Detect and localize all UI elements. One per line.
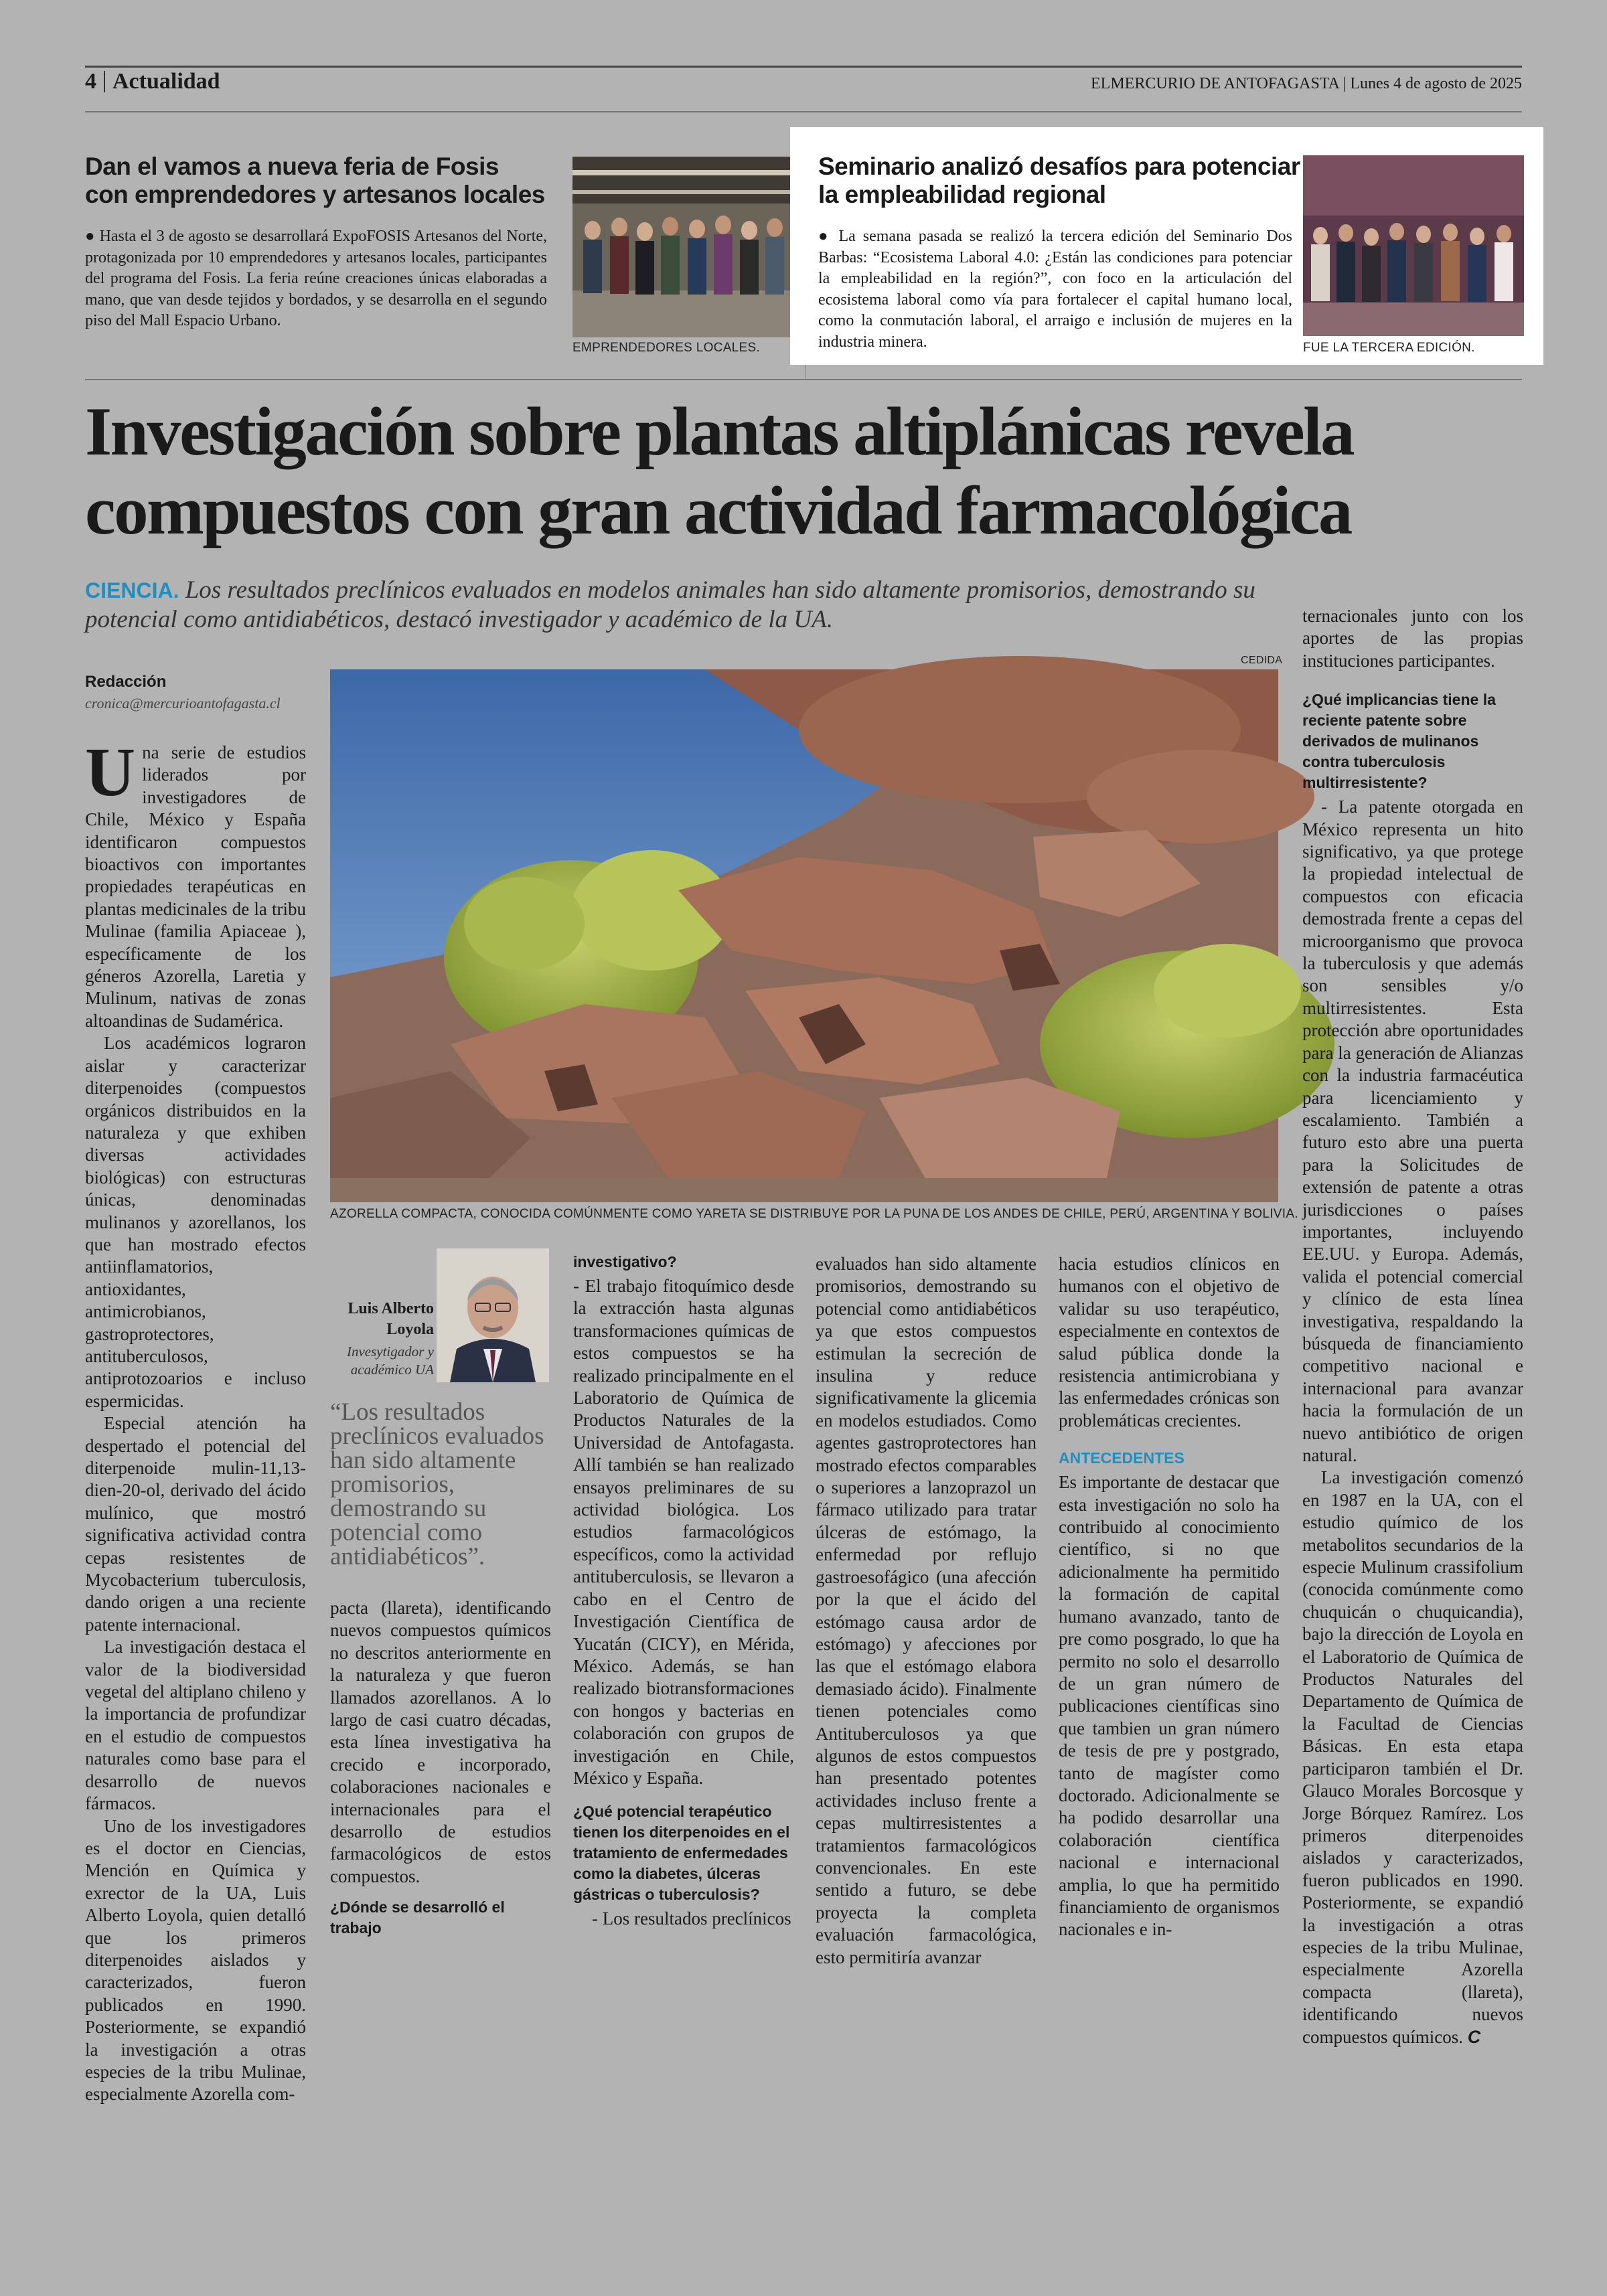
brief-fosis-body: ● Hasta el 3 de agosto se desarrollará ExpoFOSIS Artesanos del Norte, protagonizada por 10 emprendedores y artesanos locales, participantes del programa del Fosis. La feria reúne creaciones únicas elaboradas a mano, que van desde tejidos y bordados, y se desarrolla en el segundo piso del Mall Espacio Urbano. (85, 228, 547, 329)
artisans-group-image (572, 157, 791, 337)
drop-cap: U (85, 734, 136, 811)
headline-line-1: Investigación sobre plantas altiplánicas revela (85, 394, 1354, 470)
byline-email: cronica@mercurioantofagasta.cl (85, 695, 281, 712)
col3-paragraph-1: - El trabajo fitoquímico desde la extracción hasta algunas transformaciones químicas de estos compuestos se ha realizado principalmente en el Laboratorio de Química de Productos Naturales de la Universidad de Antofagasta. Allí también se han realizado ensayos preliminares de su actividad biológica. Los estudios farmacológicos específicos, como la actividad antituberculosis, se llevaron a cabo en el Centro de Investigación Científica de Yucatán (CICY), en Mérida, México. Además, se han realizado biotransformaciones con hongos y bacterias en colaboración con grupos de investigación en Chile, México y España. (573, 1276, 794, 1788)
section-name: Actualidad (112, 69, 220, 94)
bullet-icon: ● (818, 228, 839, 245)
seminar-group-image (1303, 155, 1524, 336)
column-4 (816, 1253, 1037, 1967)
section-kicker: CIENCIA. (85, 578, 179, 602)
col4-paragraph-1: evaluados han sido altamente promisorios, demostrando su potencial como antidiabéticos ya que estos compuestos estimulan la secreción de insulina y reduce significativamente la glicemia en modelos estudiados. Como agentes gastroprotectores han mostrado efectos comparables o superiores a lanzoprazol un fármaco utilizado para tratar úlceras de estómago, la enfermedad por reflujo gastroesofágico (una afección por la que el ácido del estómago causa ardor de estómago) y afecciones por las que el estómago elabora demasiado ácido). Finalmente tienen potenciales como Antituberculosos ya que algunos de estos compuestos han presentado potentes actividades incluso frente a cepas multirresistentes a tratamientos farmacológicos convencionales. En este sentido a futuro, se debe proyecta la completa evaluación farmacológica, esto permitiría avanzar (816, 1254, 1037, 1967)
col6-paragraph-3: La investigación comenzó en 1987 en la UA, con el estudio químico de los metabolitos secundarios de la especie Mulinum crassifolium (conocida comúnmente como chuquicán o chuquicandia), bajo la dirección de Loyola en el Laboratorio de Química de Productos Naturales del Departamento de Química de la Facultad de Ciencias Básicas. En esta etapa participaron también el Dr. Glauco Morales Borcosque y Jorge Bórquez Ramírez. Los primeros diterpenoides aislados y caracterizados, fueron publicados en 1990. Posteriormente, se expandió la investigación a otras especies de la tribu Mulinae, especialmente Azorella compacta (llareta), identificando nuevos compuestos químicos. C (1302, 1467, 1523, 2047)
profile-role: Invesytigador y académico UA (346, 1343, 434, 1378)
issue-date: Lunes 4 de agosto de 2025 (1350, 75, 1522, 92)
brief-seminario-body: ● La semana pasada se realizó la tercera edición del Seminario Dos Barbas: “Ecosistema Laboral 4.0: ¿Están las condiciones para potenciar la empleabilidad en la región?”, con foco en la articulación del ecosistema laboral como vía para fortalecer el capital humano local, como la conmutación laboral, el arraigo e inclusión de mujeres en la industria minera. (818, 228, 1293, 351)
column-2 (330, 1597, 551, 1937)
col3-question-1-continued: investigativo? (573, 1253, 677, 1270)
col5-paragraph-1: hacia estudios clínicos en humanos con el objetivo de validar su uso terapéutico, especialmente en contextos de salud pública donde la resistencia antimicrobiana y las enfermedades crónicas son problemáticas crecientes. (1059, 1254, 1280, 1430)
col2-question-1: ¿Dónde se desarrolló el trabajo (330, 1898, 505, 1937)
col5-subhead: ANTECEDENTES (1059, 1449, 1184, 1467)
lead-paragraph (85, 576, 1284, 635)
brief-seminario-title: Seminario analizó desafíos para potenciar la empleabilidad regional (818, 153, 1300, 208)
pull-quote: “Los resultados preclínicos evaluados han sido altamente promisorios, demostrando su potencial como antidiabéticos”. (330, 1398, 544, 1570)
header-bottom-rule (85, 111, 1522, 112)
main-photo-caption: AZORELLA COMPACTA, CONOCIDA COMÚNMENTE COMO YARETA SE DISTRIBUYE POR LA PUNA DE LOS ANDES DE CHILE, PERÚ, ARGENTINA Y BOLIVIA. (330, 1207, 1298, 1221)
col3-paragraph-2: - Los resultados preclínicos (592, 1908, 791, 1929)
column-6 (1302, 605, 1523, 2047)
newspaper-dateline (1091, 74, 1522, 94)
bullet-icon: ● (85, 228, 100, 245)
header-divider (104, 71, 105, 92)
brief-seminario-photo (1303, 155, 1524, 336)
header-top-rule (85, 66, 1522, 68)
brief-fosis-caption: EMPRENDEDORES LOCALES. (572, 341, 761, 355)
headline-line-2: compuestos con gran actividad farmacológica (85, 473, 1351, 549)
brief-fosis-photo (572, 157, 791, 337)
col1-paragraph-1: Una serie de estudios liderados por investigadores de Chile, México y España identificaron compuestos bioactivos con importantes propiedades terapéuticas en plantas medicinales de la tribu Mulinae (familia Apiaceae ), específicamente de los géneros Azorella, Laretia y Mulinum, nativas de zonas altoandinas de Sudamérica. (85, 734, 306, 1031)
col6-question-1: ¿Qué implicancias tiene la reciente patente sobre derivados de mulinanos contra tuberculosis multirresistente? (1302, 691, 1496, 792)
col6-paragraph-1: ternacionales junto con los aportes de las propias instituciones participantes. (1302, 606, 1523, 671)
newspaper-name: ELMERCURIO DE ANTOFAGASTA (1091, 75, 1339, 92)
brief-seminario-caption: FUE LA TERCERA EDICIÓN. (1303, 341, 1475, 355)
col1-paragraph-3: Especial atención ha despertado el potencial del diterpenoide mulin-11,13-dien-20-ol, derivado del ácido mulínico, que mostró significativa actividad contra cepas resistentes de Mycobacterium tuberculosis, dando origen a una reciente patente internacional. (85, 1413, 306, 1635)
dateline-separator: | (1343, 75, 1351, 92)
page-number: 4 (85, 69, 96, 94)
brief-fosis-title: Dan el vamos a nueva feria de Fosis con emprendedores y artesanos locales (85, 153, 545, 208)
col1-paragraph-4: La investigación destaca el valor de la biodiversidad vegetal del altiplano chileno y la importancia de profundizar en el estudio de compuestos naturales como base para el desarrollo de nuevos fármacos. (85, 1637, 306, 1814)
col3-question-2: ¿Qué potencial terapéutico tienen los diterpenoides en el tratamiento de enfermedades como la diabetes, úlceras gástricas o tuberculosis? (573, 1803, 790, 1904)
col6-paragraph-2: - La patente otorgada en México representa un hito significativo, ya que protege la propiedad intelectual de compuestos con eficacia demostrada frente a cepas del microorganismo que provoca la tuberculosis y que además son sensibles y/o multirresistentes. Esta protección abre oportunidades para la generación de Alianzas con la industria farmacéutica para licenciamiento y escalamiento. También a futuro esto abre una puerta para la Solicitudes de extensión de patente a otras jurisdicciones o países importantes, incluyendo EE.UU. y Europa. Además, valida el potencial comercial y clínico de esta línea investigativa, respaldando la búsqueda de financiamiento competitivo nacional e internacional para avanzar hacia la formulación de un nuevo antibiótico de origen natural. (1302, 797, 1523, 1465)
col1-paragraph-2: Los académicos lograron aislar y caracterizar diterpenoides (compuestos orgánicos distribuidos en la naturaleza y que exhiben diversas actividades biológicas) con estructuras únicas, denominadas mulinanos y azorellanos, los que han mostrado efectos antiinflamatorios, antioxidantes, antimicrobianos, gastroprotectores, antituberculosos, antiprotozoarios e incluso espermicidas. (85, 1033, 306, 1411)
yareta-landscape-image (330, 669, 1278, 1202)
briefs-bottom-rule (85, 379, 1522, 380)
profile-photo (437, 1248, 549, 1382)
lead-text: Los resultados preclínicos evaluados en modelos animales han sido altamente promisorios, demostrando su potencial como antidiabéticos, destacó investigador y académico de la UA. (85, 576, 1255, 633)
main-photo (330, 669, 1278, 1202)
col1-paragraph-5: Uno de los investigadores es el doctor en Ciencias, Mención en Química y exrector de la UA, Luis Alberto Loyola, quien detalló que los primeros diterpenoides aislados y caracterizados, fueron publicados en 1990. Posteriormente, se expandió la investigación a otras especies de la tribu Mulinae, especialmente Azorella com- (85, 1815, 306, 2105)
end-mark-icon: C (1467, 2026, 1481, 2047)
main-headline (85, 392, 1558, 550)
col5-paragraph-2: Es importante de destacar que esta investigación no solo ha contribuido al conocimiento científico, si no que adicionalmente ha permitido la formación de capital humano avanzado, tanto de pre como posgrado, lo que ha permito no solo el desarrollo de un gran número de publicaciones científicas sino que tambien un gran número de tesis de pre y postgrado, tanto de magíster como doctorado. Adicionalmente se ha podido desarrollar una colaboración científica nacional e internacional amplia, lo que ha permitido financiamiento de organismos nacionales e in- (1059, 1472, 1280, 1940)
column-1 (85, 734, 306, 2105)
researcher-portrait-image (437, 1248, 549, 1382)
photo-credit: CEDIDA (1241, 655, 1283, 666)
column-3 (573, 1252, 794, 1929)
byline: Redacción (85, 673, 167, 691)
col2-paragraph-1: pacta (llareta), identificando nuevos compuestos químicos no descritos anteriormente en la naturaleza y que fueron llamados azorellanos. A lo largo de casi cuatro décadas, esta línea investigativa ha crecido e incorporado, colaboraciones nacionales e internacionales para el desarrollo de estudios farmacológicos de estos compuestos. (330, 1598, 551, 1886)
column-5 (1059, 1253, 1280, 1940)
profile-name: Luis Alberto Loyola (348, 1300, 434, 1338)
